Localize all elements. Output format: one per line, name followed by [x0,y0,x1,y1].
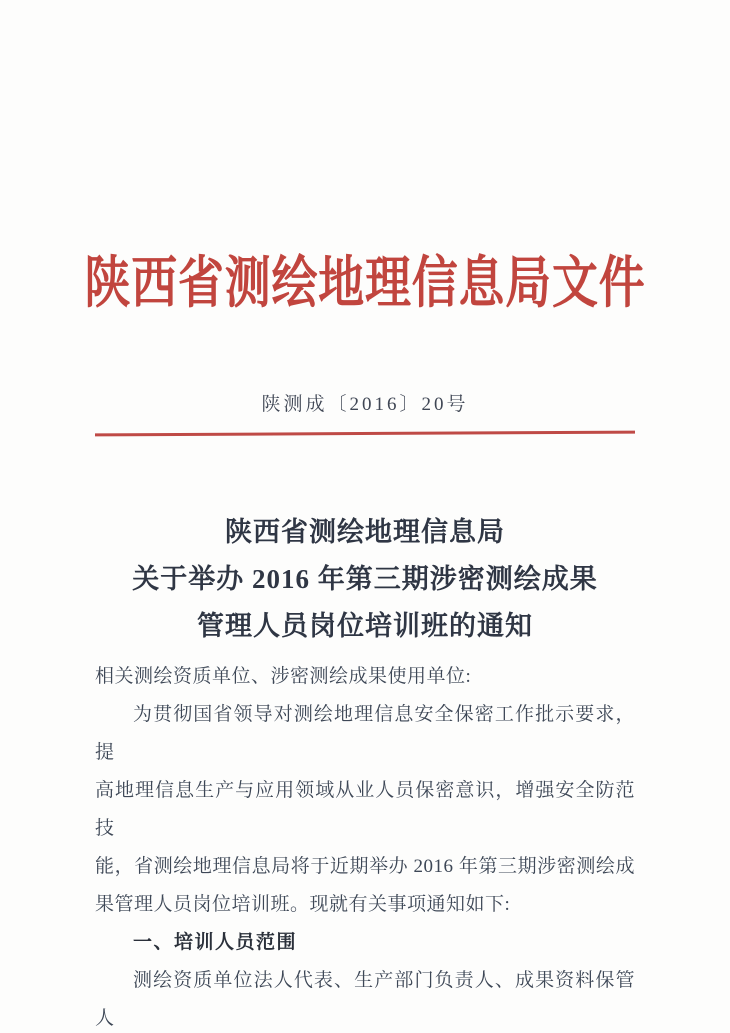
section1-body-line-1: 测绘资质单位法人代表、生产部门负责人、成果资料保管人 [95,970,635,1029]
paragraph1-line-4: 果管理人员岗位培训班。现就有关事项通知如下: [95,894,511,915]
paragraph1-line-3: 能，省测绘地理信息局将于近期举办 2016 年第三期涉密测绘成 [95,856,635,877]
letterhead-title-text: 陕西省测绘地理信息局文件 [84,253,646,315]
notice-title-line-2: 关于举办 2016 年第三期涉密测绘成果 [132,564,598,594]
section1-heading: 一、培训人员范围 [133,932,298,953]
salutation-line: 相关测绘资质单位、涉密测绘成果使用单位: [95,666,472,687]
letterhead-divider-rule [95,431,635,437]
letterhead-title [0,253,730,315]
notice-title-line-1: 陕西省测绘地理信息局 [225,517,505,547]
notice-body [95,658,635,1033]
notice-title-line-3: 管理人员岗位培训班的通知 [197,611,533,641]
document-reference-number: 陕测成〔2016〕20号 [261,394,469,415]
notice-title [0,509,730,650]
paragraph1-line-1: 为贯彻国省领导对测绘地理信息安全保密工作批示要求，提 [95,704,635,763]
paragraph1-line-2: 高地理信息生产与应用领域从业人员保密意识，增强安全防范技 [95,780,635,839]
